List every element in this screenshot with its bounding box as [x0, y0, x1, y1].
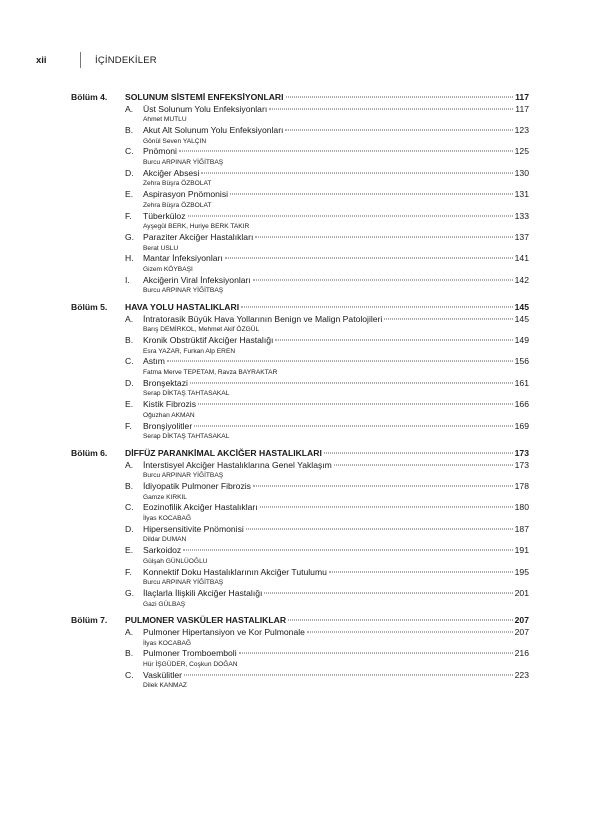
- section-letter: F.: [125, 566, 132, 577]
- section-title: Aspirasyon Pnömonisi: [143, 189, 229, 200]
- section-title: İntratorasik Büyük Hava Yollarının Benign ve Malign Patolojileri: [143, 313, 383, 324]
- section-page-number: 141: [514, 253, 529, 264]
- section-letter: C.: [125, 502, 134, 513]
- section-authors: Burcu ARPINAR YİĞİTBAŞ: [143, 158, 224, 166]
- section-row[interactable]: [71, 627, 529, 639]
- dot-leader: [334, 464, 513, 465]
- chapter-block: [71, 92, 529, 296]
- chapter-page-number: 173: [514, 448, 529, 459]
- chapter-heading-row[interactable]: [71, 448, 529, 460]
- section-authors: Ahmet MUTLU: [143, 116, 187, 124]
- section-authors: Burcu ARPINAR YİĞİTBAŞ: [143, 579, 224, 587]
- section-authors: Hür İŞGÜDER, Coşkun DOĞAN: [143, 660, 238, 668]
- section-letter: E.: [125, 545, 134, 556]
- section-authors: Gizem KÖYBAŞI: [143, 265, 193, 273]
- chapter-title: SOLUNUM SİSTEMİ ENFEKSİYONLARI: [125, 92, 284, 102]
- section-row[interactable]: [71, 211, 529, 223]
- section-letter: I.: [125, 274, 130, 285]
- section-page-number: 166: [514, 399, 529, 410]
- section-authors: Burcu ARPINAR YİĞİTBAŞ: [143, 472, 224, 480]
- section-authors: Dildar DUMAN: [143, 536, 187, 544]
- section-page-number: 216: [514, 648, 529, 659]
- section-row[interactable]: [71, 399, 529, 411]
- section-letter: B.: [125, 481, 134, 492]
- dot-leader: [184, 674, 513, 675]
- section-page-number: 149: [514, 335, 529, 346]
- section-authors: Berat USLU: [143, 244, 179, 252]
- chapter-number: Bölüm 4.: [71, 92, 108, 102]
- section-page-number: 169: [514, 420, 529, 431]
- section-row[interactable]: [71, 588, 529, 600]
- chapter-heading-row[interactable]: [71, 302, 529, 314]
- dot-leader: [167, 361, 513, 362]
- dot-leader: [246, 528, 513, 529]
- section-page-number: 156: [514, 356, 529, 367]
- section-title: Bronşiyolitler: [143, 420, 193, 431]
- section-row[interactable]: [71, 232, 529, 244]
- section-page-number: 178: [514, 481, 529, 492]
- section-title: Astım: [143, 356, 165, 367]
- section-row[interactable]: [71, 104, 529, 116]
- section-row[interactable]: [71, 545, 529, 557]
- section-authors: Dilek KANMAZ: [143, 682, 187, 690]
- section-row[interactable]: [71, 460, 529, 472]
- section-page-number: 117: [515, 103, 529, 114]
- section-row[interactable]: [71, 314, 529, 326]
- dot-leader: [183, 550, 512, 551]
- section-page-number: 130: [514, 167, 529, 178]
- chapter-block: [71, 302, 529, 442]
- section-title: Kistik Fibrozis: [143, 399, 197, 410]
- section-letter: F.: [125, 210, 132, 221]
- section-letter: H.: [125, 253, 134, 264]
- chapter-block: [71, 615, 529, 691]
- section-letter: E.: [125, 399, 134, 410]
- page-header: [36, 53, 157, 67]
- section-authors: Barış DEMİRKOL, Mehmet Akif ÖZGÜL: [143, 326, 260, 334]
- section-letter: D.: [125, 167, 134, 178]
- section-page-number: 133: [514, 210, 529, 221]
- section-letter: E.: [125, 189, 134, 200]
- section-title: İlaçlarla İlişkili Akciğer Hastalığı: [143, 587, 263, 598]
- section-authors: Gülşah GÜNLÜOĞLU: [143, 557, 208, 565]
- section-title: Bronşektazi: [143, 377, 188, 388]
- dot-leader: [230, 194, 513, 195]
- section-title: Tüberküloz: [143, 210, 186, 221]
- section-letter: C.: [125, 669, 134, 680]
- section-letter: F.: [125, 420, 132, 431]
- chapter-title: PULMONER VASKÜLER HASTALIKLAR: [125, 615, 287, 626]
- section-letter: G.: [125, 587, 135, 598]
- chapter-block: [71, 448, 529, 609]
- dot-leader: [198, 404, 513, 405]
- section-page-number: 187: [514, 523, 529, 534]
- section-letter: D.: [125, 377, 134, 388]
- section-letter: D.: [125, 523, 134, 534]
- section-authors: Zehra Büşra ÖZBOLAT: [143, 201, 212, 209]
- section-authors: İlyas KOCABAĞ: [143, 639, 192, 647]
- section-letter: A.: [125, 103, 134, 114]
- page-number: xii: [36, 54, 47, 66]
- dot-leader: [384, 318, 512, 319]
- dot-leader: [307, 631, 513, 632]
- chapter-heading-row[interactable]: [71, 92, 529, 104]
- dot-leader: [275, 340, 512, 341]
- section-page-number: 223: [514, 669, 529, 680]
- chapter-title: HAVA YOLU HASTALIKLARI: [125, 302, 240, 313]
- section-title: Paraziter Akciğer Hastalıkları: [143, 231, 254, 242]
- section-row[interactable]: [71, 146, 529, 158]
- section-title: Akut Alt Solunum Yolu Enfeksiyonları: [143, 124, 284, 135]
- section-row[interactable]: [71, 524, 529, 536]
- dot-leader: [241, 307, 513, 308]
- section-title: İnterstisyel Akciğer Hastalıklarına Genel Yaklaşım: [143, 459, 332, 470]
- section-row[interactable]: [71, 275, 529, 287]
- section-authors: Oğuzhan AKMAN: [143, 411, 195, 419]
- chapter-heading-row[interactable]: [71, 615, 529, 627]
- section-authors: Serap DİKTAŞ TAHTASAKAL: [143, 390, 230, 398]
- section-row[interactable]: [71, 253, 529, 265]
- header-divider: [80, 52, 81, 68]
- dot-leader: [288, 620, 513, 621]
- section-page-number: 201: [514, 587, 529, 598]
- chapter-number: Bölüm 7.: [71, 615, 108, 626]
- section-row[interactable]: [71, 168, 529, 180]
- chapter-page-number: 145: [514, 302, 529, 313]
- section-page-number: 123: [514, 124, 529, 135]
- section-row[interactable]: [71, 356, 529, 368]
- section-authors: Gazi GÜLBAŞ: [143, 600, 186, 608]
- dot-leader: [269, 108, 513, 109]
- section-title: Mantar İnfeksiyonları: [143, 253, 223, 264]
- chapter-title: DİFFÜZ PARANKİMAL AKCİĞER HASTALIKLARI: [125, 448, 322, 459]
- section-letter: B.: [125, 335, 134, 346]
- section-row[interactable]: [71, 670, 529, 682]
- chapter-number: Bölüm 5.: [71, 302, 108, 313]
- section-page-number: 125: [514, 146, 529, 157]
- section-letter: A.: [125, 313, 134, 324]
- section-authors: Fatma Merve TEPETAM, Ravza BAYRAKTAR: [143, 369, 278, 377]
- section-authors: Gamze KIRKIL: [143, 493, 187, 501]
- section-letter: B.: [125, 648, 134, 659]
- dot-leader: [324, 453, 513, 454]
- section-page-number: 145: [514, 313, 529, 324]
- dot-leader: [285, 129, 512, 130]
- section-row[interactable]: [71, 189, 529, 201]
- section-row[interactable]: [71, 481, 529, 493]
- section-authors: Serap DİKTAŞ TAHTASAKAL: [143, 433, 230, 441]
- section-authors: İlyas KOCABAĞ: [143, 515, 192, 523]
- section-title: Pnömoni: [143, 146, 177, 157]
- section-title: Akciğer Absesi: [143, 167, 200, 178]
- section-title: Üst Solunum Yolu Enfeksiyonları: [143, 103, 268, 114]
- section-authors: Esra YAZAR, Furkan Alp EREN: [143, 347, 236, 355]
- section-page-number: 137: [514, 231, 529, 242]
- section-page-number: 142: [514, 274, 529, 285]
- chapter-page-number: 117: [515, 92, 529, 102]
- section-authors: Zehra Büşra ÖZBOLAT: [143, 180, 212, 188]
- dot-leader: [188, 215, 513, 216]
- section-letter: A.: [125, 626, 134, 637]
- page-title: İÇİNDEKİLER: [95, 54, 157, 66]
- dot-leader: [225, 258, 513, 259]
- section-letter: G.: [125, 231, 135, 242]
- chapter-page-number: 207: [514, 615, 529, 626]
- section-title: Pulmoner Hipertansiyon ve Kor Pulmonale: [143, 626, 305, 637]
- dot-leader: [194, 425, 512, 426]
- section-letter: A.: [125, 459, 134, 470]
- section-page-number: 131: [514, 189, 529, 200]
- section-title: Pulmoner Tromboemboli: [143, 648, 237, 659]
- section-letter: C.: [125, 356, 134, 367]
- dot-leader: [255, 236, 512, 237]
- section-title: Vaskülitler: [143, 669, 183, 680]
- chapter-number: Bölüm 6.: [71, 448, 108, 459]
- dot-leader: [190, 382, 513, 383]
- section-page-number: 161: [514, 377, 529, 388]
- section-row[interactable]: [71, 567, 529, 579]
- section-title: Kronik Obstrüktif Akciğer Hastalığı: [143, 335, 274, 346]
- table-of-contents: [71, 92, 529, 691]
- section-page-number: 195: [514, 566, 529, 577]
- section-page-number: 180: [514, 502, 529, 513]
- section-title: Eozinofilik Akciğer Hastalıkları: [143, 502, 258, 513]
- dot-leader: [239, 653, 513, 654]
- section-row[interactable]: [71, 125, 529, 137]
- dot-leader: [264, 592, 512, 593]
- section-title: Akciğerin Viral İnfeksiyonları: [143, 274, 251, 285]
- section-page-number: 207: [514, 626, 529, 637]
- section-authors: Burcu ARPINAR YİĞİTBAŞ: [143, 287, 224, 295]
- dot-leader: [253, 279, 513, 280]
- section-row[interactable]: [71, 378, 529, 390]
- dot-leader: [253, 486, 513, 487]
- dot-leader: [329, 571, 513, 572]
- section-page-number: 173: [514, 459, 529, 470]
- section-row[interactable]: [71, 421, 529, 433]
- section-authors: Gönül Seven YALÇIN: [143, 137, 207, 145]
- dot-leader: [260, 507, 513, 508]
- section-title: İdiyopatik Pulmoner Fibrozis: [143, 481, 251, 492]
- dot-leader: [201, 172, 512, 173]
- section-row[interactable]: [71, 648, 529, 660]
- section-letter: C.: [125, 146, 134, 157]
- section-authors: Ayşegül BERK, Huriye BERK TAKIR: [143, 223, 250, 231]
- section-row[interactable]: [71, 502, 529, 514]
- section-title: Sarkoidoz: [143, 545, 182, 556]
- section-row[interactable]: [71, 335, 529, 347]
- section-page-number: 191: [514, 545, 529, 556]
- dot-leader: [179, 151, 513, 152]
- section-title: Hipersensitivite Pnömonisi: [143, 523, 244, 534]
- section-title: Konnektif Doku Hastalıklarının Akciğer Tutulumu: [143, 566, 327, 577]
- dot-leader: [286, 97, 514, 98]
- section-letter: B.: [125, 124, 134, 135]
